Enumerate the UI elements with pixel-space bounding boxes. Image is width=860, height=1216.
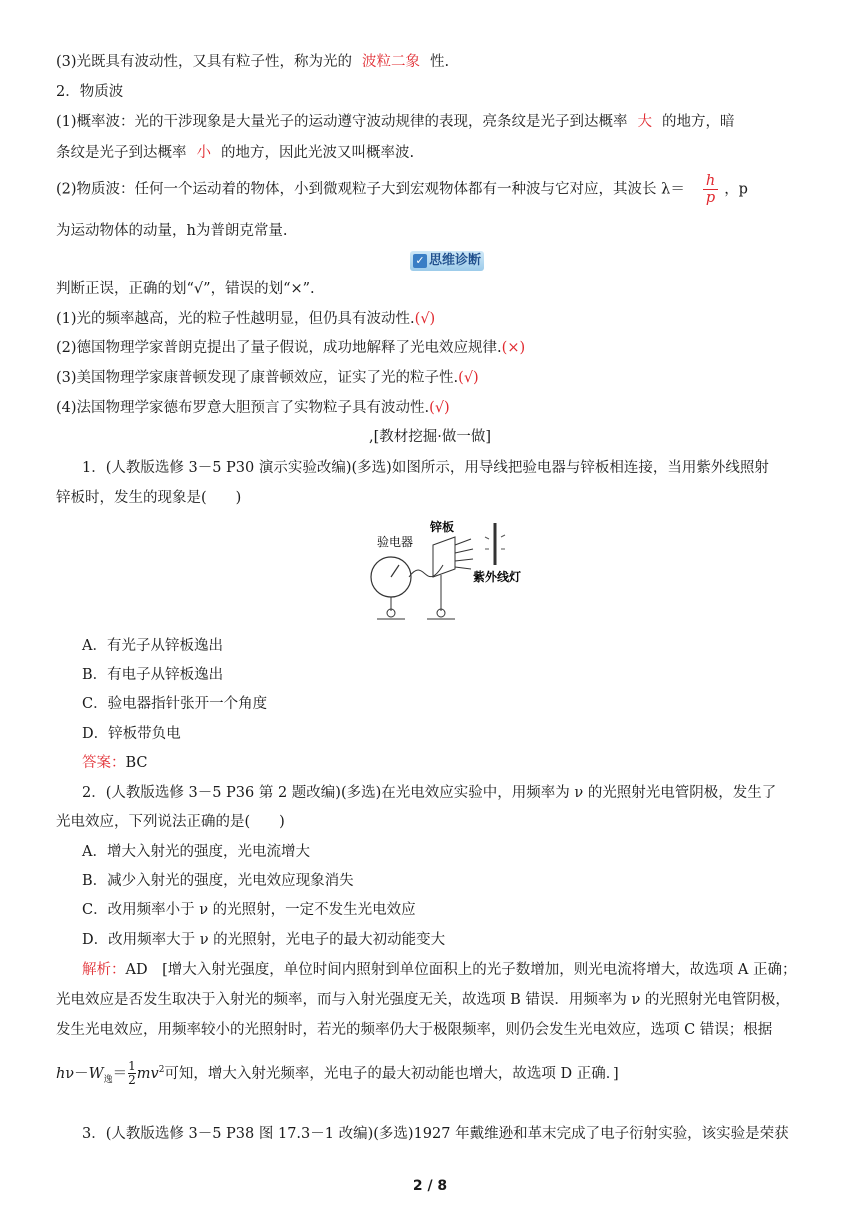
wave-particle-line: (3)光既具有波动性，又具有粒子性，称为光的 波粒二象 性.: [56, 54, 450, 70]
section-heading: ,[教材挖掘·做一做]: [368, 429, 492, 445]
q1-stem-line1: 1．(人教版选修 3－5 P30 演示实验改编)(多选)如图所示，用导线把验电器与锌板相连接，当用紫外线照射: [82, 460, 769, 476]
page-number: 2 / 8: [412, 1178, 448, 1194]
q2-option: A．增大入射光的强度，光电流增大: [82, 844, 310, 860]
zinc-plate: [433, 537, 455, 577]
q1-stem-line2: 锌板时，发生的现象是( ): [56, 490, 242, 506]
q2-option: B．减少入射光的强度，光电效应现象消失: [82, 873, 354, 889]
electroscope-figure: [355, 515, 525, 625]
judge-item: (1)光的频率越高，光的粒子性越明显，但仍具有波动性.(√): [56, 311, 436, 327]
q2-analysis-line2: 光电效应是否发生取决于入射光的频率，而与入射光强度无关，故选项 B 错误．用频率为 ν 的光照射光电管阴极，: [56, 992, 790, 1008]
q1-answer: 答案：BC: [82, 755, 148, 771]
q1-option: C．验电器指针张开一个角度: [82, 696, 268, 712]
thinking-diagnosis-badge: ✓ 思维诊断: [410, 251, 484, 271]
q2-stem-line1: 2．(人教版选修 3－5 P36 第 2 题改编)(多选)在光电效应实验中，用频率为 ν 的光照射光电管阴极，发生了: [82, 785, 777, 801]
answer-blank: 波粒二象: [362, 54, 421, 70]
q2-option: D．改用频率大于 ν 的光照射，光电子的最大初动能变大: [82, 932, 446, 948]
judge-item: (3)美国物理学家康普顿发现了康普顿效应，证实了光的粒子性.(√): [56, 370, 479, 386]
label-lamp: 紫外线灯: [473, 570, 522, 584]
q2-analysis-line3: 发生光电效应，用频率较小的光照射时，若光的频率仍大于极限频率，则仍会发生光电效应，选项 C 错误；根据: [56, 1022, 773, 1038]
label-electroscope: 验电器: [377, 535, 414, 549]
q3-stem-line1: 3．(人教版选修 3－5 P38 图 17.3－1 改编)(多选)1927 年戴维逊和革末完成了电子衍射实验，该实验是荣获: [82, 1126, 789, 1142]
q1-option: B．有电子从锌板逸出: [82, 667, 224, 683]
formula: $h\nu-W_逸=$ $\frac{1}{2}$ $mv^2$: [56, 1059, 165, 1088]
answer-blank: 大: [637, 114, 653, 130]
label-plate: 锌板: [430, 520, 455, 534]
matter-wave-line1: (2)物质波：任何一个运动着的物体，小到微观粒子大到宏观物体都有一种波与它对应，其波长 λ＝ $\frac{h}{p}$ ，p: [56, 173, 748, 206]
judge-intro: 判断正误，正确的划“√”，错误的划“×”.: [56, 281, 315, 297]
checkmark-icon: ✓: [413, 254, 427, 268]
probability-wave-line1: (1)概率波：光的干涉现象是大量光子的运动遵守波动规律的表现，亮条纹是光子到达概率 大 的地方，暗: [56, 114, 735, 130]
judge-item: (2)德国物理学家普朗克提出了量子假说，成功地解释了光电效应规律.(×): [56, 340, 526, 356]
q1-option: D．锌板带负电: [82, 726, 181, 742]
probability-wave-line2: 条纹是光子到达概率 小 的地方，因此光波又叫概率波.: [56, 145, 415, 161]
q1-option: A．有光子从锌板逸出: [82, 638, 223, 654]
heading-matter-wave: 2．物质波: [56, 84, 124, 100]
q2-analysis-line1: 解析：AD [增大入射光强度，单位时间内照射到单位面积上的光子数增加，则光电流将增大，故选项 A 正确；: [82, 962, 797, 978]
q2-analysis-line4: $h\nu-W_逸=$ $\frac{1}{2}$ $mv^2$可知，增大入射光频率，光电子的最大初动能也增大，故选项 D 正确．]: [56, 1059, 619, 1088]
wavelength-fraction: $\frac{h}{p}$: [703, 173, 718, 206]
matter-wave-line2: 为运动物体的动量，h为普朗克常量.: [56, 223, 288, 239]
q2-option: C．改用频率小于 ν 的光照射，一定不发生光电效应: [82, 902, 416, 918]
answer-blank: 小: [196, 145, 211, 161]
judge-item: (4)法国物理学家德布罗意大胆预言了实物粒子具有波动性.(√): [56, 400, 450, 416]
q2-stem-line2: 光电效应，下列说法正确的是( ): [56, 814, 285, 830]
